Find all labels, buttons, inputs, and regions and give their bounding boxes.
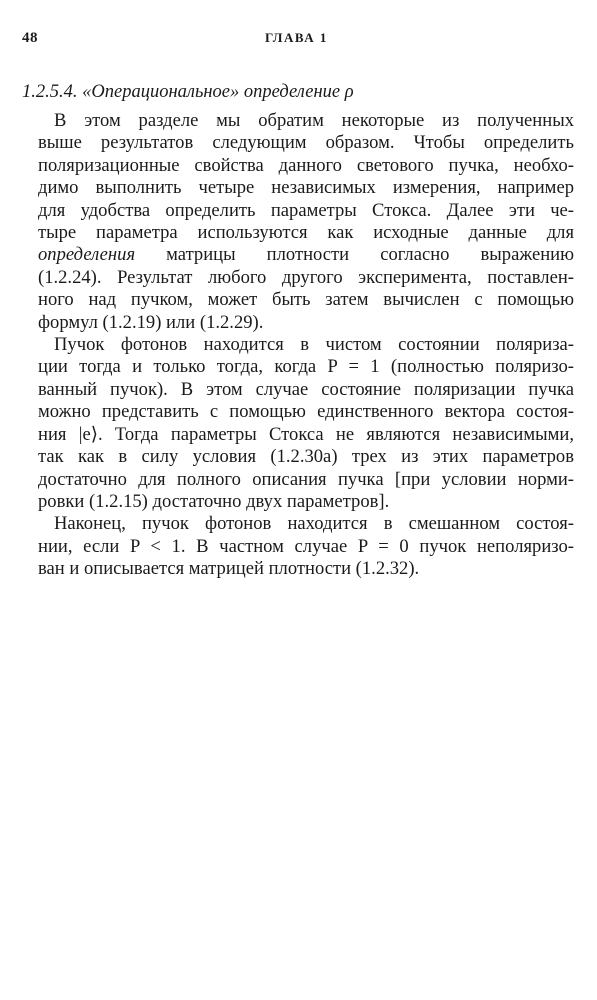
body-text — [22, 110, 574, 581]
text-line: нии, если P < 1. В частном случае P = 0 пучок неполяризо- — [38, 535, 574, 557]
text-line: выше результатов следующим образом. Чтобы определить — [38, 132, 574, 154]
text-line: ния |e⟩. Тогда параметры Стокса не являются независимыми, — [38, 423, 574, 445]
running-head: ГЛАВА 1 — [265, 30, 328, 45]
text-line-mixed — [22, 244, 574, 266]
paragraph-3 — [22, 513, 574, 580]
text-line: ции тогда и только тогда, когда P = 1 (полностью поляризо- — [38, 356, 574, 378]
text-line: формул (1.2.19) или (1.2.29). — [38, 311, 264, 333]
italic-word: определения — [38, 244, 136, 266]
text-line: можно представить с помощью единственного вектора состоя- — [38, 401, 574, 423]
text-line: (1.2.24). Результат любого другого эксперимента, поставлен- — [38, 266, 574, 288]
text-line: ван и описывается матрицей плотности (1.2.32). — [38, 558, 420, 580]
page-number: 48 — [22, 30, 38, 46]
section-number: 1.2.5.4. — [22, 82, 78, 102]
text-line: ванный пучок). В этом случае состояние поляризации пучка — [38, 378, 574, 400]
text-line: достаточно для полного описания пучка [при условии норми- — [38, 468, 574, 490]
text-line: так как в силу условия (1.2.30а) трех из этих параметров — [38, 446, 574, 468]
section-heading — [22, 82, 354, 103]
text-line: димо выполнить четыре независимых измерения, например — [38, 177, 574, 199]
paragraph-1 — [22, 110, 574, 334]
text-line: для удобства определить параметры Стокса. Далее эти че- — [38, 199, 574, 221]
text-line: поляризационные свойства данного светового пучка, необхо- — [38, 154, 574, 176]
text-line-rest: матрицы плотности согласно выражению — [135, 244, 574, 266]
text-line: В этом разделе мы обратим некоторые из полученных — [54, 110, 574, 131]
text-line: ного над пучком, может быть затем вычислен с помощью — [38, 289, 574, 311]
paragraph-2 — [22, 334, 574, 513]
section-title: «Операциональное» определение ρ — [82, 82, 354, 102]
text-line: тыре параметра используются как исходные данные для — [38, 222, 574, 244]
text-line: ровки (1.2.15) достаточно двух параметров]. — [38, 490, 390, 512]
text-line: Пучок фотонов находится в чистом состоянии поляриза- — [54, 334, 574, 356]
text-line: Наконец, пучок фотонов находится в смешанном состоя- — [54, 513, 574, 535]
